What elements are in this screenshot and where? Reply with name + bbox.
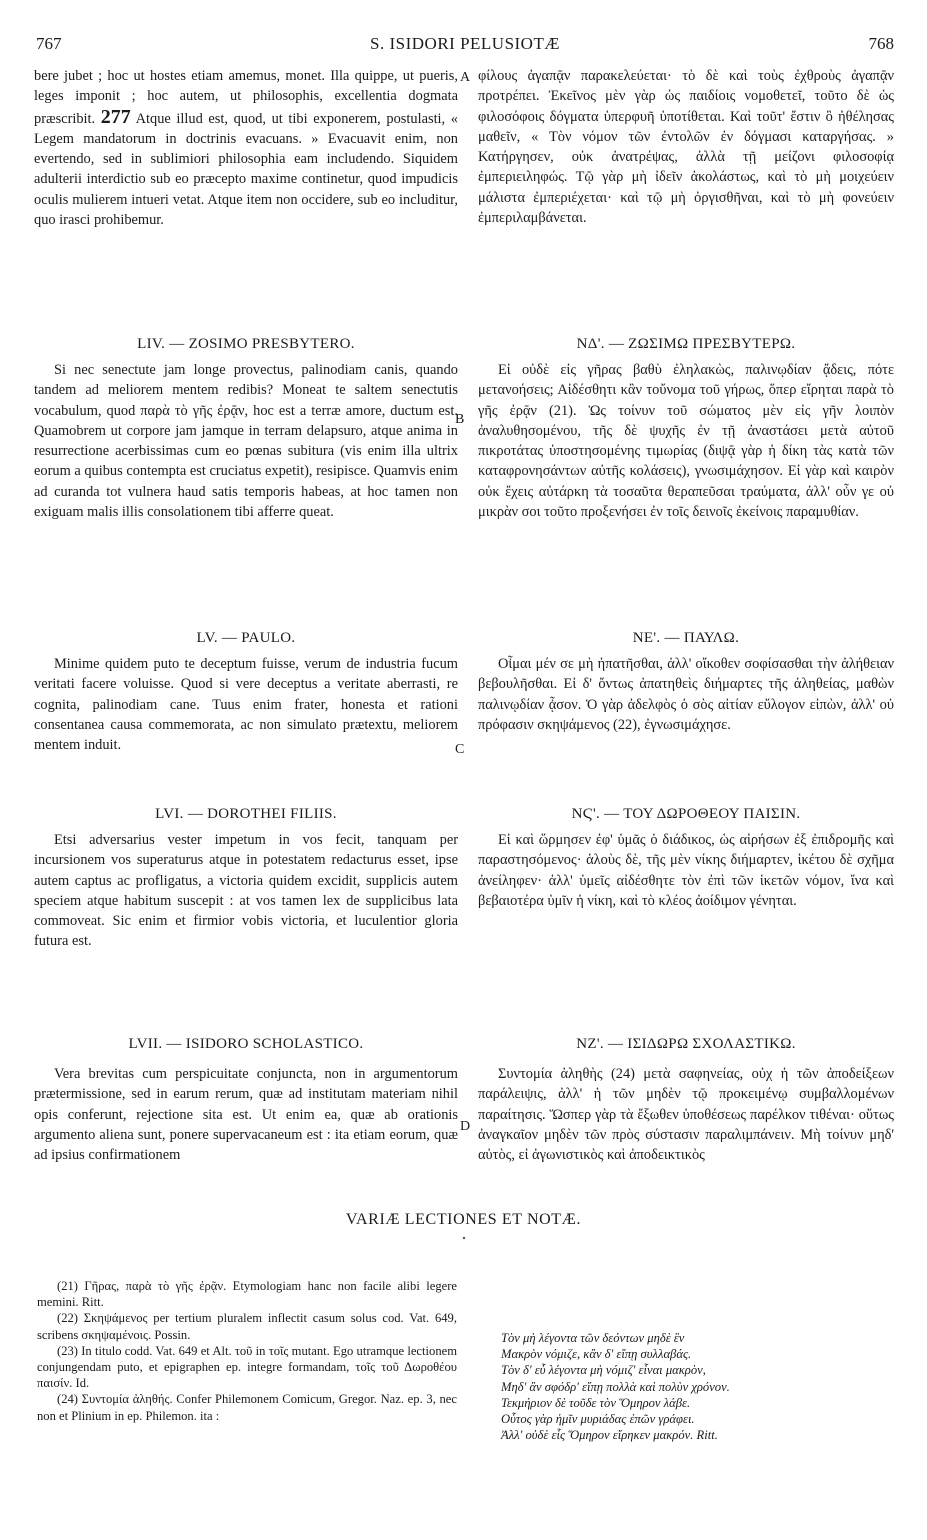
margin-letter-a: A <box>460 70 471 85</box>
page-number-right: 768 <box>868 34 894 53</box>
verse-line: Τὸν δ' εὖ λέγοντα μὴ νόμιζ' εἶναι μακρὸν, <box>501 1363 706 1378</box>
greek-column <box>478 66 894 1206</box>
greek-heading-ne: ΝΕ'. — ΠΑΥΛΩ. <box>632 630 740 646</box>
note-24: (24) Συντομία ἀληθής. Confer Philemonem Comicum, Gregor. Naz. ep. 3, nec non et Plinium in ep. Philemon. ita : <box>37 1392 457 1423</box>
greek-heading-nz: ΝΖ'. — ΙΣΙΔΩΡΩ ΣΧΟΛΑΣΤΙΚΩ. <box>576 1036 796 1052</box>
greek-heading-ns: ΝϚ'. — ΤΟΥ ΔΩΡΟΘΕΟΥ ΠΑΙΣΙΝ. <box>571 806 801 822</box>
verse-line: Μηδ' ἂν σφόδρ' εἴπῃ πολλὰ καὶ πολὺν χρόνον. <box>501 1379 730 1394</box>
column-number: 277 <box>100 105 131 128</box>
verse-line: Οὗτος γὰρ ἡμῖν μυριάδας ἐπῶν γράφει. <box>501 1412 695 1427</box>
greek-letter-nz <box>478 1064 894 1165</box>
note-23: (23) In titulo codd. Vat. 649 et Alt. τοῦ in τοῖς mutant. Ego utramque lectionem conjungendam puto, et epigraphen ep. integre formandam, τοῖς τοῦ Δωροθέου παισίν. Id. <box>37 1343 457 1391</box>
greek-text-nd: Εἰ οὐδὲ εἰς γῆρας βαθὺ ἐληλακὼς, παλινῳδίαν ᾄδεις, πότε μετανοήσεις; Αἰδέσθητι κἂν τοὔνομα τοῦ γήρως, ὅπερ εἴρηται παρὰ τὸ γῆς ἐρᾷν (21). Ὡς τοίνυν τοῦ σώματος μὲν εἰς γῆν λοιπὸν ἀναλυθησομένου, τῆς δὲ ψυχῆς ἐν τῇ ἀναστάσει μετὰ αὐτοῦ πικροτάτας ὑποστησομένης τιμωρίας (διψᾷ γὰρ ἡ δίκη τὰς κατὰ τῶν καταφρονησάντων αὐτῆς κολάσεις), γνωσιμάχησον. Εἰ γὰρ καὶ καιρὸν οὐκ ἔχεις αὐτάρκη τὰ τοσαῦτα θεραπεῦσαι τραύματα, ἀλλ' οὖν γε οὐ μικρὰν σοι τοῦτο προξενήσει ἐν τοῖς δεινοῖς ἐκείνοις παραμυθίαν. <box>478 362 894 521</box>
greek-letter-nd <box>478 360 894 522</box>
latin-text-lv: Minime quidem puto te deceptum fuisse, verum de industria fucum veritati facere voluisse. Quod si vere deceptus a veritate aberrasti, re cognita, palinodiam cane. Tuus enim frater, honesta et rationi consentanea causa commemorata, ac non simulato prætextu, meliorem mentem induit. <box>34 656 458 754</box>
latin-text-lvii: Vera brevitas cum perspicuitate conjuncta, non in argumentorum prætermissione, sed in earum rerum, quæ ad institutam materiam nihil opis conferunt, rejectione sita est. Ut enim ea, quæ ab orationis argumento aliena sunt, ponere supervacaneum est : ita etiam eorum, quæ ad ipsius confirmationem <box>34 1066 458 1164</box>
greek-letter-ne <box>478 654 894 735</box>
greek-text-ne: Οἶμαι μέν σε μὴ ἠπατῆσθαι, ἀλλ' οἴκοθεν σοφίσασθαι τὴν ἀλήθειαν βεβουλῆσθαι. Εἰ δ' ὄντως ἀπατηθεὶς διήμαρτες τῆς ἀληθείας, μαθὼν παλινῳδίαν ᾆσον. Ὁ γὰρ ἀδελφὸς ὁ σὸς αἰτίαν εὔλογον εἰπὼν, ἀλλ' οὐ πρόφασιν σκηψάμενος (22), ἐγνωσιμάχησε. <box>478 656 894 733</box>
notes-left-column <box>37 1278 457 1424</box>
greek-heading-nd: ΝΔ'. — ΖΩΣΙΜΩ ΠΡΕΣΒΥΤΕΡΩ. <box>576 336 796 352</box>
margin-letter-d: D <box>460 1119 471 1134</box>
latin-intro-text-2: Atque illud est, quod, ut tibi exponerem, postulasti, « Legem mandatorum in doctrinis evacuans. » Evacuavit enim, non evertendo, sed in sublimiori philosophia eam includendo. Siquidem adulterii interdictio sub eo præcepto maxime continetur, quod impudicis oculis mulierem intueri vetat. Atque item non occidere, sub eo includitur, quo irasci prohibemur. <box>34 110 458 229</box>
latin-letter-liv <box>34 360 458 522</box>
latin-intro-text: bere jubet ; hoc ut hostes etiam amemus, monet. Illa quippe, ut pueris, leges imponit ; hoc autem, ut philosophis, excellentia dogmata præscribit. <box>34 68 458 127</box>
latin-heading-lvii: LVII. — ISIDORO SCHOLASTICO. <box>128 1036 364 1052</box>
greek-text-ns: Εἰ καὶ ὥρμησεν ἐφ' ὑμᾶς ὁ διάδικος, ὡς αἱρήσων ἐξ ἐπιδρομῆς καὶ παραστησόμενος· ἁλοὺς δὲ, τῆς μὲν νίκης διήμαρτεν, ἱκέτου δὲ σχῆμα ἀνείληφεν· ἀλλ' ὑμεῖς αἰδέσθητε τὸν ἐπὶ τῶν ἱκετῶν νόμον, ἵνα καὶ βεβαιοτέρα ὑμῖν ἡ νίκη, καὶ τὸ κλέος ἀοίδιμον γένηται. <box>478 832 894 909</box>
latin-letter-lvi <box>34 830 458 952</box>
greek-intro <box>478 66 894 228</box>
greek-text-nz: Συντομία ἀληθὴς (24) μετὰ σαφηνείας, οὐχ ἡ τῶν ἀποδείξεων παράλειψις, ἀλλ' ἡ τῶν μηδὲν τῷ προκειμένῳ συμβαλλομένων παραίτησις. Ὥσπερ γὰρ τὰ ἔξωθεν ὑποθέσεως παρέλκον τιθέναι· οὕτως ἀναγκαῖον μηδὲν τῶν πρὸς σύστασιν παραλιμπάνειν. Μὴ τοίνυν μηδ' αὐτὸς, εἰ ἀγωνιστικὸς καὶ ἀποδεικτικὸς <box>478 1066 894 1164</box>
greek-letter-ns <box>478 830 894 911</box>
latin-intro <box>34 66 458 230</box>
latin-text-lvi: Etsi adversarius vester impetum in vos fecit, tanquam per incursionem vos superaturus atque in potestatem redacturus esset, ipse autem captus ac profligatus, a victoria quidem excidit, supplicis autem speciem atque habitum suscepit : at vos tamen lex de supplicibus lata commoveat. Sic enim et firmior vobis victoria, et luculentior gloria futura est. <box>34 832 458 950</box>
note-22: (22) Σκηψάμενος per tertium pluralem inflectit casum solus cod. Vat. 649, scribens σκηψαμένοις. Possin. <box>37 1311 457 1342</box>
latin-heading-lvi: LVI. — DOROTHEI FILIIS. <box>155 806 337 822</box>
latin-letter-lv <box>34 654 458 755</box>
latin-heading-lv: LV. — PAULO. <box>196 630 296 646</box>
latin-letter-lvii <box>34 1064 458 1165</box>
margin-letter-b: B <box>455 412 465 427</box>
verse-quotation <box>483 1330 893 1443</box>
notes-right-column <box>483 1278 893 1443</box>
verse-line: Μακρὸν νόμιζε, κἂν δ' εἴπῃ συλλαβάς. <box>501 1347 692 1362</box>
page-header <box>36 34 894 56</box>
verse-line: Ἀλλ' οὐδὲ εἷς Ὅμηρον εἴρηκεν μακρόν. Ritt. <box>501 1428 718 1443</box>
verse-line: Τεκμήριον δὲ τοῦδε τὸν Ὅμηρον λάβε. <box>501 1395 691 1410</box>
latin-heading-liv: LIV. — ZOSIMO PRESBYTERO. <box>137 336 355 352</box>
running-title: S. ISIDORI PELUSIOTÆ <box>370 34 560 53</box>
page-number-left: 767 <box>36 34 62 53</box>
greek-intro-text: φίλους ἀγαπᾷν παρακελεύεται· τὸ δὲ καὶ τοὺς ἐχθροὺς ἀγαπᾷν προτρέπει. Ἐκεῖνος μὲν γὰρ ὡς παιδίοις νομοθετεῖ, τοῦτο δὲ ὡς φιλοσόφοις δόγματα ὑπερφυῆ ὑποτίθεται. Καὶ τοῦτ' ἔστιν ὃ ἠθέλησας μαθεῖν, « Τὸν νόμον τῶν ἐντολῶν ἐν δόγμασι καταργήσας. » Κατήργησεν, οὐκ ἀνατρέψας, ἀλλὰ τῇ μείζονι φιλοσοφίᾳ ἐμπεριειληφώς. Τῷ γὰρ μὴ ἰδεῖν ἀκολάστως, καὶ τὸ μὴ μοιχεύειν μάλιστα ἐμπεριέχεται· καὶ τῷ μὴ ὀργισθῆναι, καὶ τὸ μὴ φονεύειν ἐμπεριλαμβάνεται. <box>478 68 894 227</box>
verse-line: Τὸν μὴ λέγοντα τῶν δεόντων μηδὲ ἓν <box>501 1331 685 1345</box>
latin-text-liv: Si nec senectute jam longe provectus, palinodiam canis, quando tandem ad meliorem mentem redibis? Moneat te saltem senectutis vocabulum, quod παρὰ τὸ γῆς ἐρᾷν, hoc est a terræ amore, ductum est. Quamobrem ut corpore jam jamque in terram delapsuro, atque anima in resurrectione acerbissimas cum eo pœnas subitura (vis enim illa ultrix eorum a quibus contempta est cruciatus expetit), resipisce. Quamvis enim ad curanda tot vulnera haud satis temporis habeas, at hoc tamen non exiguam malis illis consolationem tibi afferre queat. <box>34 362 459 521</box>
note-21: (21) Γῆρας, παρὰ τὸ γῆς ἐρᾷν. Etymologiam hanc non facile alibi legere memini. Ritt. <box>37 1279 457 1310</box>
latin-column <box>34 66 458 1206</box>
margin-letter-c: C <box>455 742 465 757</box>
notes-title: VARIÆ LECTIONES ET NOTÆ. <box>0 1211 927 1241</box>
